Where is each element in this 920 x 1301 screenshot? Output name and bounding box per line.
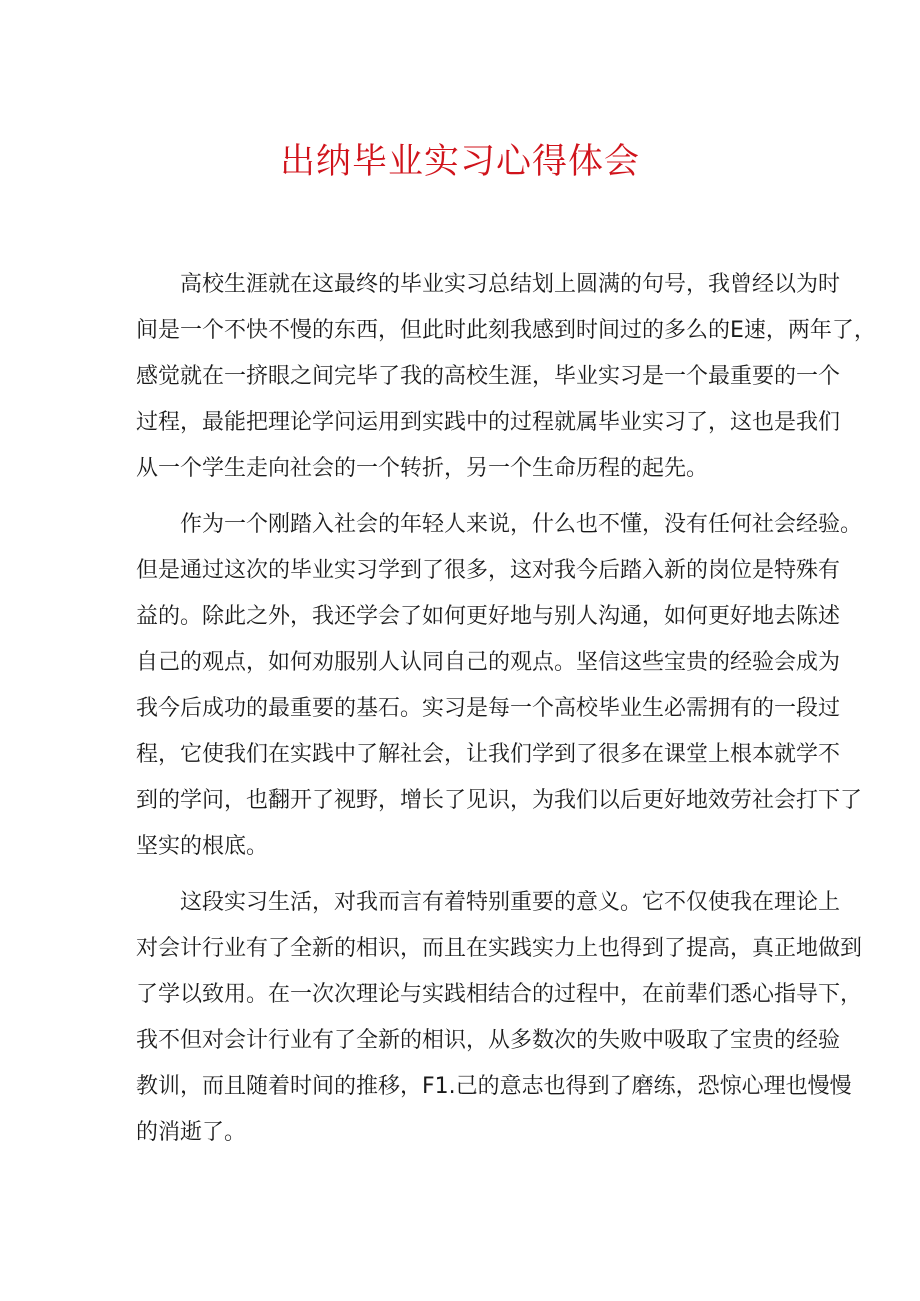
paragraph-3 — [136, 880, 863, 1156]
paragraph-line: 从一个学生走向社会的一个转折，另一个生命历程的起先。 — [136, 456, 709, 481]
document-title: 出纳毕业实习心得体会 — [279, 142, 640, 182]
paragraph-line: 但是通过这次的毕业实习学到了很多，这对我今后踏入新的岗位是特殊有 — [136, 558, 841, 583]
paragraph-line: 感觉就在一挤眼之间完毕了我的高校生涯，毕业实习是一个最重要的一个 — [136, 364, 841, 389]
paragraph-1 — [136, 262, 876, 492]
paragraph-line: 自己的观点，如何劝服别人认同自己的观点。坚信这些宝贵的经验会成为 — [136, 650, 841, 675]
document-body — [136, 262, 876, 1166]
paragraph-line: 这段实习生活，对我而言有着特别重要的意义。它不仅使我在理论上 — [180, 890, 841, 915]
paragraph-line: 我今后成功的最重要的基石。实习是每一个高校毕业生必需拥有的一段过 — [136, 696, 841, 721]
paragraph-line: 过程，最能把理论学问运用到实践中的过程就属毕业实习了，这也是我们 — [136, 410, 841, 435]
paragraph-line: 坚实的根底。 — [136, 834, 269, 859]
paragraph-line: 对会计行业有了全新的相识，而且在实践实力上也得到了提高，真正地做到 — [136, 936, 863, 961]
paragraph-line: 程，它使我们在实践中了解社会，让我们学到了很多在课堂上根本就学不 — [136, 742, 841, 767]
paragraph-line: 我不但对会计行业有了全新的相识，从多数次的失败中吸取了宝贵的经验 — [136, 1028, 841, 1053]
paragraph-line: 间是一个不快不慢的东西，但此时此刻我感到时间过的多么的E速，两年了， — [136, 318, 876, 343]
paragraph-line: 高校生涯就在这最终的毕业实习总结划上圆满的句号，我曾经以为时 — [180, 272, 841, 297]
paragraph-line: 了学以致用。在一次次理论与实践相结合的过程中，在前辈们悉心指导下， — [136, 982, 863, 1007]
paragraph-line: 益的。除此之外，我还学会了如何更好地与别人沟通，如何更好地去陈述 — [136, 604, 841, 629]
paragraph-line: 到的学问，也翻开了视野，增长了见识，为我们以后更好地效劳社会打下了 — [136, 788, 863, 813]
paragraph-line: 教训，而且随着时间的推移，F1.己的意志也得到了磨练，恐惊心理也慢慢 — [136, 1074, 852, 1099]
paragraph-2 — [136, 502, 863, 870]
paragraph-line: 作为一个刚踏入社会的年轻人来说，什么也不懂，没有任何社会经验。 — [180, 512, 863, 537]
paragraph-line: 的消逝了。 — [136, 1120, 247, 1145]
